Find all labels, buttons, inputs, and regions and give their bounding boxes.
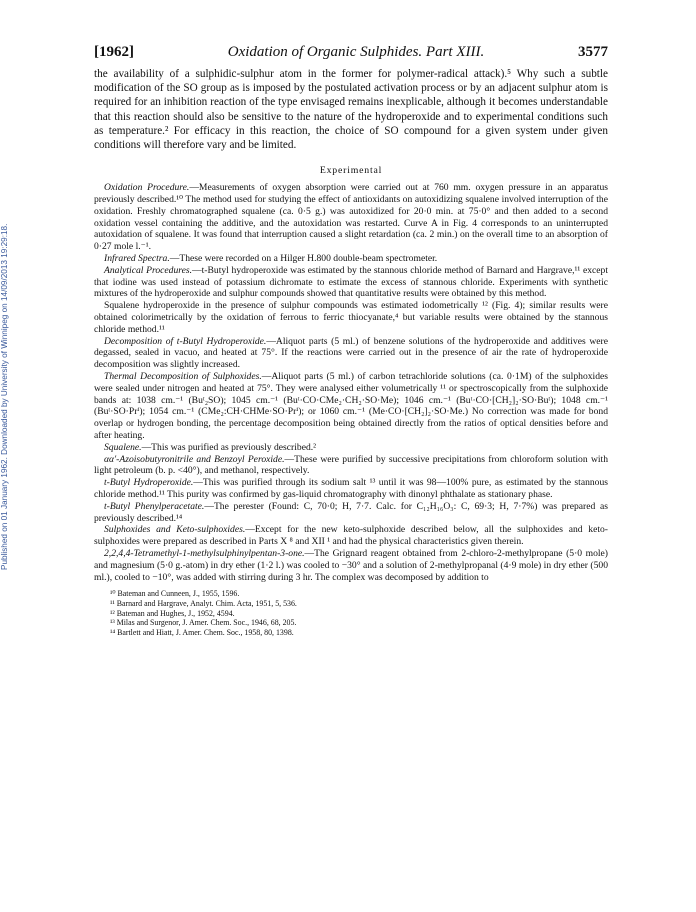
paragraph-analytical-procedures — [94, 265, 608, 300]
paragraph-text: —The Grignard reagent obtained from 2-chloro-2-methylpropane (5·0 mole) and magnesium (5·0 g.-atom) in dry ether (1·2 l.) was cooled to −30° and a solution of 2-methylpropanal (4·9 mole) in dry ether (500 ml.), cooled to −10°, was added with stirring during 3 hr. The complex was decomposed by addition to — [94, 547, 608, 583]
paragraph-label: Decomposition of t-Butyl Hydroperoxide. — [104, 335, 267, 347]
paragraph-label: αα′-Azoisobutyronitrile and Benzoyl Peroxide. — [104, 453, 285, 465]
paragraph-phenylperacetate — [94, 501, 608, 525]
watermark-text: Published on 01 January 1962. Downloaded by University of Winnipeg on 14/09/2013 19:29:18. — [0, 223, 9, 570]
page-number: 3577 — [578, 44, 608, 60]
paragraph-label: t-Butyl Phenylperacetate. — [104, 500, 205, 512]
paragraph-label: Thermal Decomposition of Sulphoxides. — [104, 370, 262, 382]
paragraph-oxidation-procedure — [94, 182, 608, 253]
paragraph-text: —Aliquot parts (5 ml.) of benzene solutions of the hydroperoxide and additives were degassed, sealed in vacuo, and heated at 75°. If the reactions were carried out in the presence of air the rate of hydroperoxide decomposition was slightly increased. — [94, 335, 608, 371]
experimental-section — [94, 182, 608, 583]
reference-item: ¹⁰ Bateman and Cunneen, J., 1955, 1596. — [110, 589, 240, 599]
intro-paragraph: the availability of a sulphidic-sulphur atom in the former for polymer-radical attack).⁵ Why such a subtle modification of the SO group as is imposed by the postulated activation process or by an adjacent sulphur atom is required for an inhibition reaction of the type envisaged remains inexplicable, although it becomes understandable that this reaction should also be sensitive to the nature of the hydroperoxide and to experimental conditions such as temperature.² For efficacy in this reaction, the choice of SO compound for a given system under given conditions will therefore vary and be limited. — [94, 68, 608, 152]
paragraph-t-butyl-hydroperoxide — [94, 477, 608, 501]
footnote-references — [94, 589, 608, 637]
paragraph-text: —This was purified through its sodium salt ¹³ until it was 98—100% pure, as estimated by the stannous chloride method.¹¹ This purity was confirmed by gas-liquid chromatography with dinonyl phthalate as stationary phase. — [94, 477, 608, 500]
paragraph-text: —The perester (Found: C, 70·0; H, 7·7. Calc. for C₁₂H₁₆O₃: C, 69·3; H, 7·7%) was prepared as previously described.¹⁴ — [94, 500, 608, 524]
paragraph-label: Sulphoxides and Keto-sulphoxides. — [104, 524, 246, 536]
paragraph-label: Squalene. — [104, 441, 142, 453]
paragraph-text: —Measurements of oxygen absorption were carried out at 760 mm. oxygen pressure in an apparatus previously described.¹⁰ The method used for studying the effect of antioxidants on autoxidizing squalene involved interruption of the oxidation. Freshly chromatographed squalene (ca. 0·5 g.) was autoxidized for 20·0 min. at 75·0° and then added to a second oxidation vessel containing the additive, and the autoxidation was restarted. Curve A in Fig. 4 corresponds to an uninterrupted autoxidation of squalene. It was found that interruption caused a slight retardation (ca. 2 min.) on the overall time to an absorption of 0·27 mole l.⁻¹. — [94, 182, 608, 253]
paragraph-squalene — [94, 442, 608, 454]
paragraph-thermal-decomposition — [94, 371, 608, 442]
paragraph-squalene-hydroperoxide — [94, 300, 608, 335]
paragraph-label: Analytical Procedures. — [104, 264, 193, 276]
paragraph-label: Oxidation Procedure. — [104, 182, 190, 194]
paragraph-text: Squalene hydroperoxide in the presence of sulphur compounds was estimated iodometrically ¹² (Fig. 4); similar results were obtained colorimetrically by the oxidation of ferrous to ferric thiocyanate,⁴ but variable results were obtained by the stannous chloride method.¹¹ — [94, 300, 608, 335]
paragraph-text: —Aliquot parts (5 ml.) of carbon tetrachloride solutions (ca. 0·1M) of the sulphoxides were sealed under nitrogen and heated at 75°. They were analysed either volumetrically ¹¹ or spectroscopically from the sulphoxide bands at: 1038 cm.⁻¹ (Buᵗ₂SO); 1045 cm.⁻¹ (Buᵗ·CO·CMe₂·CH₂·SO·Me); 1046 cm.⁻¹ (Buᵗ·CO·[CH₂]₂·SO·Buᵗ); 1048 cm.⁻¹ (Buᵗ·SO·Prⁱ); 1054 cm.⁻¹ (CMe₂:CH·CHMe·SO·Prⁱ); or 1060 cm.⁻¹ (Me·CO·[CH₂]₂·SO·Me.) No correction was made for bond overlap or hydrogen bonding, the percentage decomposition being obtained directly from the ratios of optical densities before and after heating. — [94, 370, 608, 441]
paragraph-tetramethyl-compound — [94, 548, 608, 583]
running-header — [94, 44, 608, 61]
header-year: [1962] — [94, 44, 134, 60]
reference-item: ¹¹ Barnard and Hargrave, Analyt. Chim. Acta, 1951, 5, 536. — [110, 598, 297, 608]
paragraph-text: —This was purified as previously described.² — [141, 441, 317, 453]
paragraph-infrared-spectra — [94, 253, 608, 265]
paragraph-text: —t-Butyl hydroperoxide was estimated by the stannous chloride method of Barnard and Hargrave,¹¹ except that iodine was used instead of potassium dichromate to estimate the excess of stannous chloride. Experiments with synthetic mixtures of the hydroperoxide and sulphur compounds showed that quantitative results were obtained by this method. — [94, 264, 608, 300]
paragraph-label: t-Butyl Hydroperoxide. — [104, 477, 194, 489]
reference-item: ¹⁴ Bartlett and Hiatt, J. Amer. Chem. Soc., 1958, 80, 1398. — [110, 627, 294, 637]
download-watermark — [0, 150, 12, 570]
reference-item: ¹³ Milas and Surgenor, J. Amer. Chem. Soc., 1946, 68, 205. — [110, 618, 297, 628]
paragraph-azoisobutyronitrile — [94, 454, 608, 478]
paragraph-label: Infrared Spectra. — [104, 253, 170, 264]
paragraph-label: 2,2,4,4-Tetramethyl-1-methylsulphinylpentan-3-one. — [104, 547, 305, 559]
section-heading: Experimental — [319, 165, 383, 177]
header-title: Oxidation of Organic Sulphides. Part XIII. — [227, 44, 485, 60]
reference-item: ¹² Bateman and Hughes, J., 1952, 4594. — [110, 608, 235, 618]
paragraph-text: —These were recorded on a Hilger H.800 double-beam spectrometer. — [169, 253, 438, 264]
page-body — [94, 44, 608, 637]
paragraph-hydroperoxide-decomposition — [94, 336, 608, 371]
paragraph-sulphoxides — [94, 524, 608, 548]
paragraph-text: —These were purified by successive precipitations from chloroform solution with light petroleum (b. p. <40°), and methanol, respectively. — [94, 453, 608, 477]
paragraph-text: —Except for the new keto-sulphoxide described below, all the sulphoxides and keto-sulphoxides were prepared as described in Parts X ⁸ and XII ¹ and had the physical characteristics given therein. — [94, 524, 609, 548]
